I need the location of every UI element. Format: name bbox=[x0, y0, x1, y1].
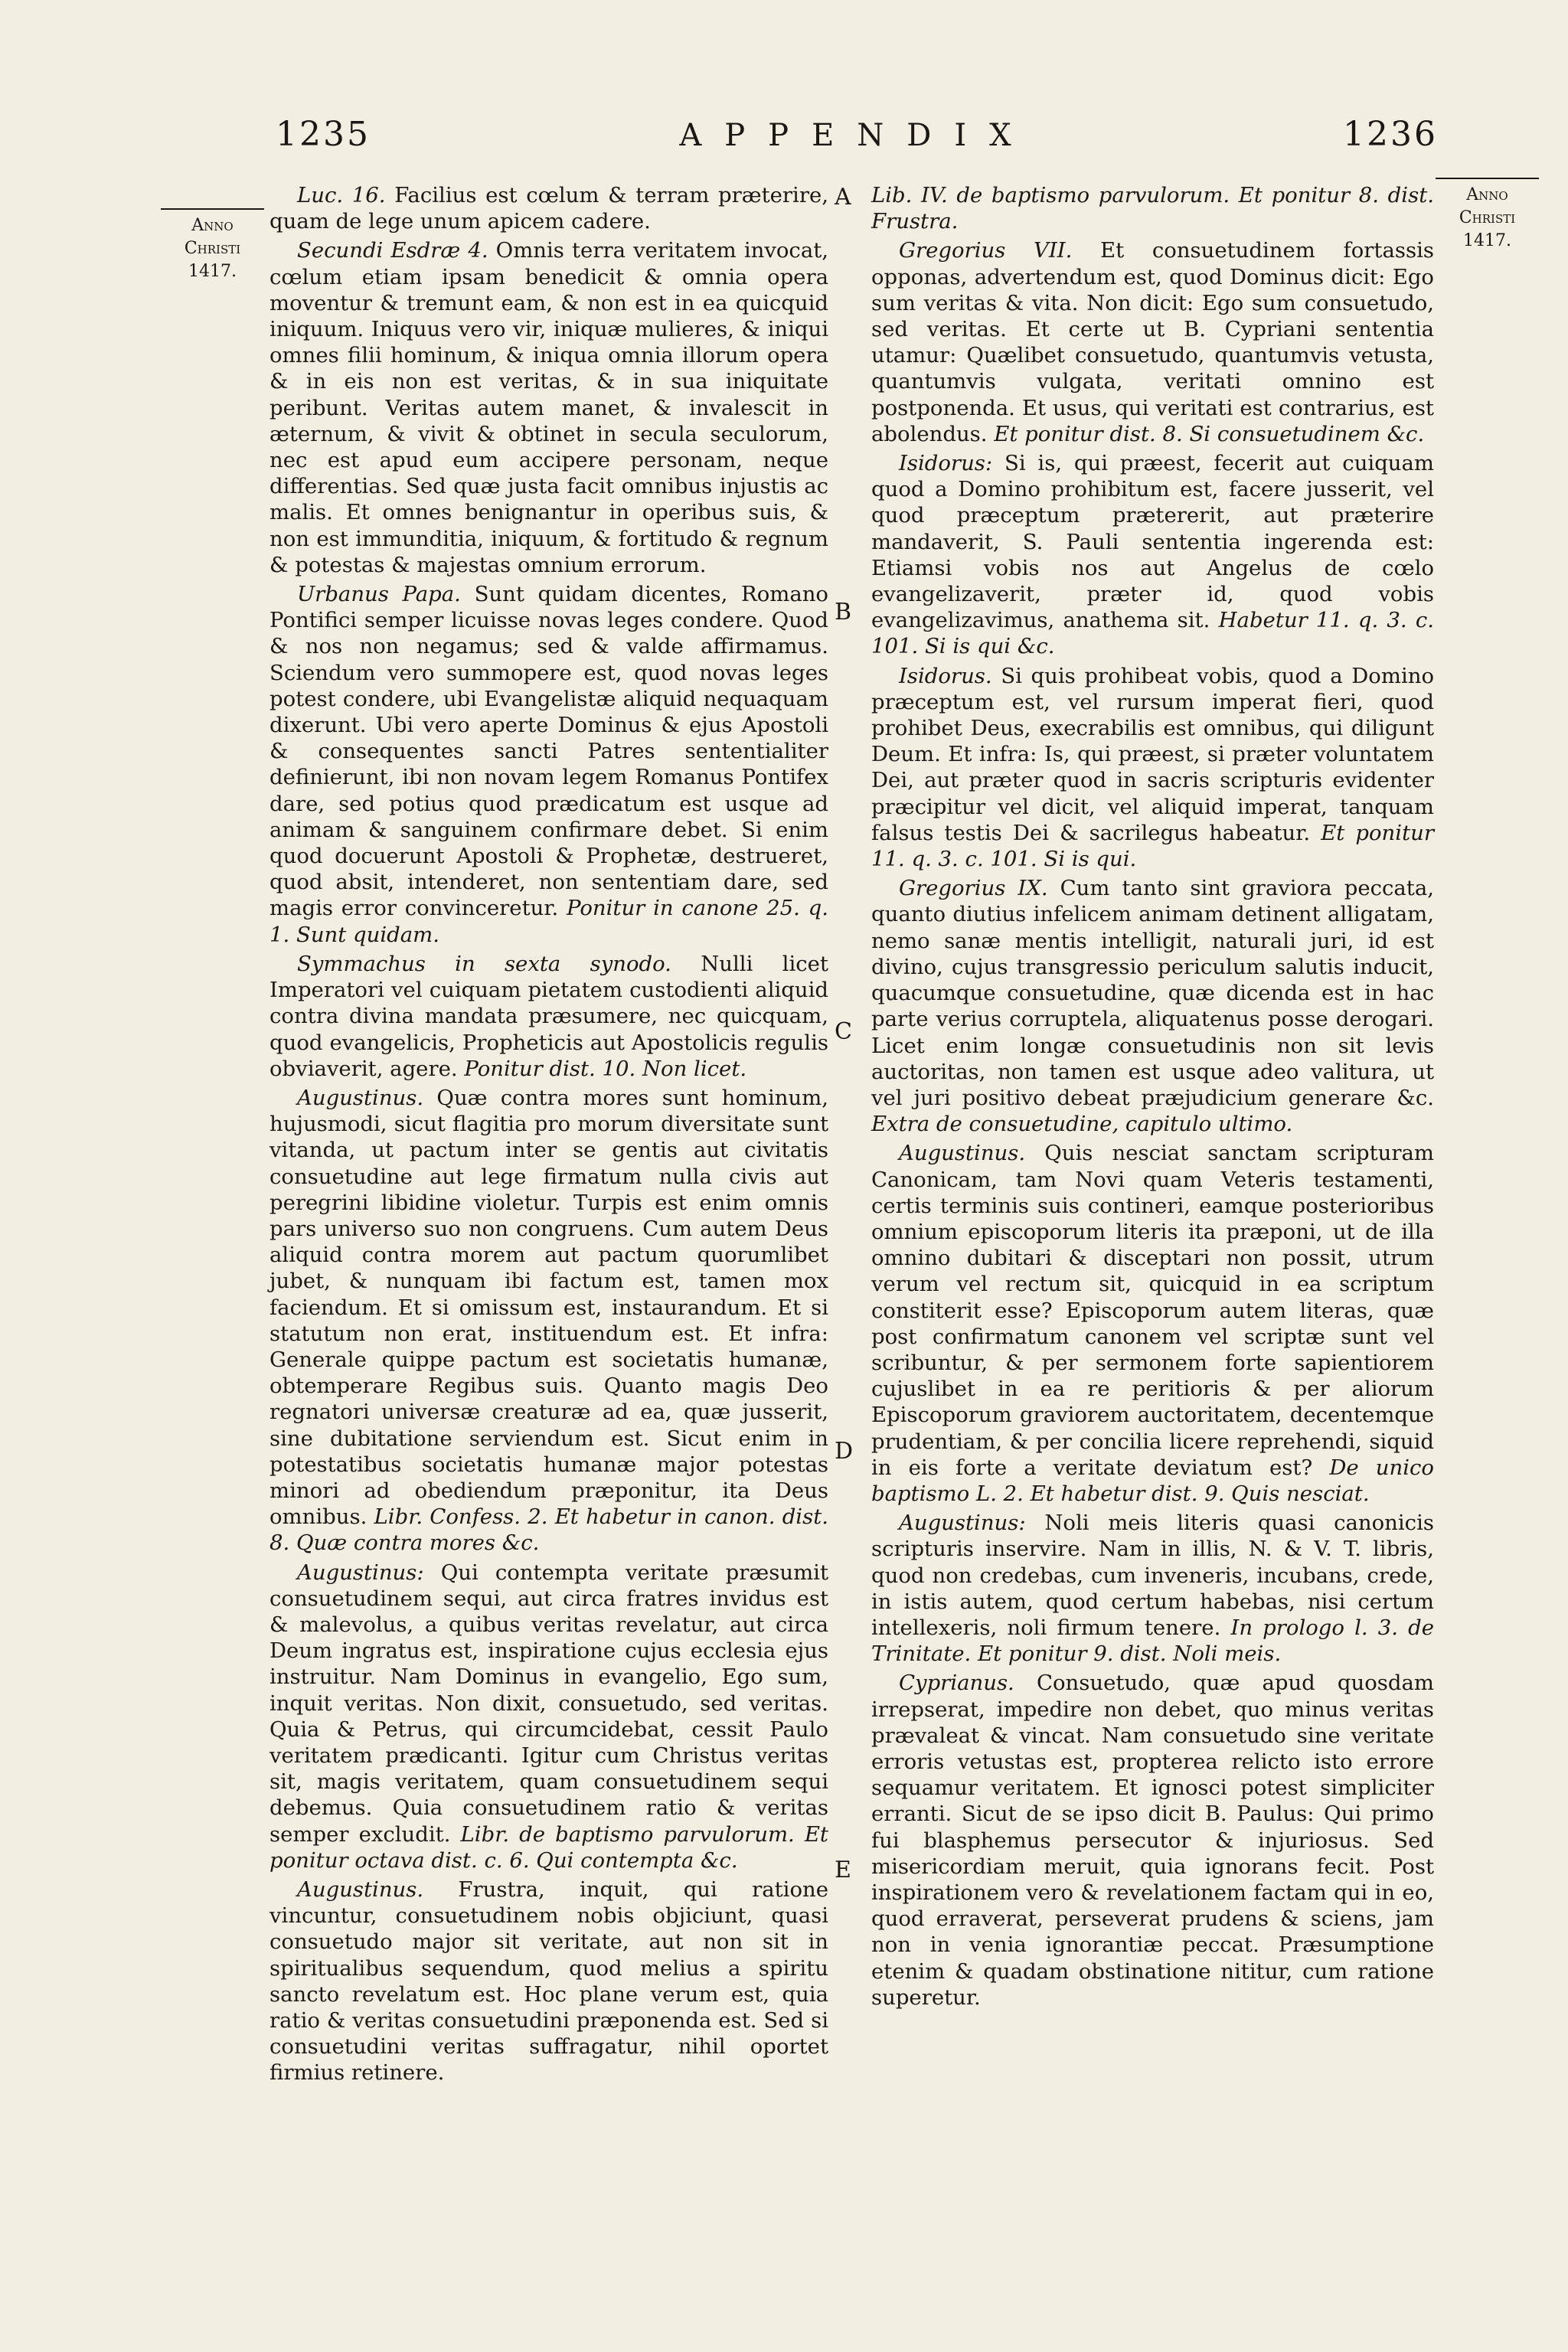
paragraph-text: Quis nesciat sanctam scripturam Canonicam, tam Novi quam Veteris testamenti, certis terminis suis contineri, eamque posterioribus omnium episcoporum literis ita præponi, ut de illa omnino dubitari & disceptari non possit, utrum verum vel rectum sit, quicquid in ea scriptum constiterit esse? Episcoporum autem literas, quæ post confirmatum canonem vel scriptæ sunt vel scribuntur, & per sermonem forte sapientiorem cujuslibet in ea re peritioris & per aliorum Episcoporum graviorem auctoritatem, decentemque prudentiam, & per concilia licere reprehendi, siquid in eis forte a veritate deviatum est? bbox=[871, 1141, 1434, 1480]
text-paragraph bbox=[270, 1560, 828, 1873]
text-paragraph bbox=[871, 450, 1434, 660]
left-text-column bbox=[270, 182, 828, 2089]
author-name: Gregorius IX. bbox=[899, 876, 1048, 901]
citation-reference: Et ponitur 11. q. 3. c. 101. Si is qui. bbox=[871, 820, 1434, 872]
citation-reference: Extra de consuetudine, capitulo ultimo. bbox=[871, 1112, 1293, 1137]
margin-line: 1417. bbox=[188, 262, 237, 281]
margin-line: Christi bbox=[1459, 208, 1516, 227]
page-number-left: 1235 bbox=[276, 115, 371, 154]
author-name: Augustinus: bbox=[899, 1511, 1026, 1536]
margin-line: 1417. bbox=[1463, 231, 1511, 250]
author-name: Gregorius VII. bbox=[899, 238, 1073, 263]
section-letter-a: A bbox=[835, 184, 851, 211]
text-paragraph bbox=[270, 581, 828, 948]
paragraph-text: Omnis terra veritatem invocat, cœlum etiam ipsam benedicit & omnia opera moventur & tremunt eam, & non est in ea quicquid iniquum. Iniquus vero vir, iniquæ mulieres, & iniqui omnes filii hominum, & iniqua omnia illorum opera & in eis non est veritas, & in sua iniquitate peribunt. Veritas autem manet, & invalescit in æternum, & vivit & obtinet in secula seculorum, nec est apud eum accipere personam, neque differentias. Sed quæ justa facit omnibus injustis ac malis. Et omnes benignantur in operibus suis, & non est immunditia, iniquum, & fortitudo & regnum & potestas & majestas omnium errorum. bbox=[270, 238, 829, 577]
author-name: Secundi Esdræ 4. bbox=[297, 238, 488, 263]
text-paragraph bbox=[871, 237, 1434, 447]
text-paragraph bbox=[270, 237, 828, 578]
paragraph-text: Et consuetudinem fortassis opponas, advertendum est, quod Dominus dicit: Ego sum veritas & vita. Non dicit: Ego sum consuetudo, sed veritas. Et certe ut B. Cypriani sententia utamur: Quælibet consuetudo, quantumvis vetusta, quantumvis vulgata, veritati omnino est postponenda. Et usus, qui veritati est contrarius, est abolendus. bbox=[871, 238, 1435, 446]
author-name: Urbanus Papa. bbox=[297, 582, 461, 607]
right-text-column bbox=[871, 182, 1434, 2014]
text-paragraph bbox=[270, 182, 828, 234]
citation-reference: Ponitur in canone 25. q. 1. Sunt quidam. bbox=[270, 896, 828, 947]
citation-reference: Et ponitur dist. 8. Si consuetudinem &c. bbox=[994, 421, 1425, 446]
paragraph-text: Si is, qui præest, fecerit aut cuiquam quod a Domino prohibitum est, facere jusserit, vel quod præceptum prætererit, aut præterire mandaverit, S. Pauli sententia ingerenda est: Etiamsi vobis nos aut Angelus de cœlo evangelizaverit, præter id, quod vobis evangelizavimus, anathema sit. bbox=[871, 451, 1434, 633]
margin-note-left bbox=[161, 208, 264, 283]
citation-reference: Libr. Confess. 2. Et habetur in canon. dist. 8. Quæ contra mores &c. bbox=[270, 1504, 828, 1556]
paragraph-text: Sunt quidam dicentes, Romano Pontifici semper licuisse novas leges condere. Quod & nos non negamus; sed & valde affirmamus. Sciendum vero summopere est, quod novas leges potest condere, ubi Evangelistæ aliquid nequaquam dixerunt. Ubi vero aperte Dominus & ejus Apostoli & consequentes sancti Patres sententialiter definierunt, ibi non novam legem Romanus Pontifex dare, sed potius quod prædicatum est usque ad animam & sanguinem confirmare debet. Si enim quod docuerunt Apostoli & Prophetæ, destrueret, quod absit, intenderet, non sententiam dare, sed magis error convinceretur. bbox=[270, 582, 828, 921]
author-name: Symmachus in sexta synodo. bbox=[297, 951, 671, 976]
author-name: Augustinus. bbox=[899, 1141, 1026, 1166]
margin-line: Anno bbox=[191, 216, 234, 235]
paragraph-text: Facilius est cœlum & terram præterire, quam de lege unum apicem cadere. bbox=[270, 183, 829, 234]
page-number-right: 1236 bbox=[1343, 115, 1438, 154]
author-name: Augustinus. bbox=[297, 1877, 424, 1902]
citation-reference: Habetur 11. q. 3. c. 101. Si is qui &c. bbox=[871, 608, 1434, 659]
citation-reference: In prologo l. 3. de Trinitate. Et ponitur 9. dist. Noli meis. bbox=[871, 1615, 1434, 1667]
text-paragraph bbox=[871, 663, 1434, 873]
paragraph-text: Cum tanto sint graviora peccata, quanto diutius infelicem animam detinent alligatam, nemo sanæ mentis intelligit, naturali juri, id est divino, cujus transgressio periculum salutis inducit, quacumque consuetudine, quæ dicenda est in hac parte verius corruptela, aliquatenus posse derogari. Licet enim longæ consuetudinis non sit levis auctoritas, non tamen est usque adeo valitura, ut vel juri positivo debeat præjudicium generare &c. bbox=[871, 876, 1434, 1110]
paragraph-text: Quæ contra mores sunt hominum, hujusmodi, sicut flagitia pro morum diversitate sunt vitanda, ut pactum inter se gentis aut civitatis consuetudine aut lege firmatum nulla civis aut peregrini libidine violetur. Turpis est enim omnis pars universo suo non congruens. Cum autem Deus aliquid contra morem aut pactum quorumlibet jubet, & nunquam ibi factum est, tamen mox faciendum. Et si omissum est, instaurandum. Et si statutum non erat, instituendum est. Et infra: Generale quippe pactum est societatis humanæ, obtemperare Regibus suis. Quanto magis Deo regnatori universæ creaturæ ad ea, quæ jusserit, sine dubitatione serviendum est. Sicut enim in potestatibus societatis humanæ major potestas minori ad obediendum præponitur, ita Deus omnibus. bbox=[270, 1085, 828, 1530]
citation-reference: Ponitur dist. 10. Non licet. bbox=[464, 1056, 747, 1081]
text-paragraph bbox=[871, 1140, 1434, 1507]
running-title: APPENDIX bbox=[679, 118, 1034, 153]
section-letter-d: D bbox=[835, 1438, 854, 1465]
paragraph-text: Nulli licet Imperatori vel cuiquam pietatem custodienti aliquid contra divina mandata præsumere, nec quicquam, quod evangelicis, Propheticis aut Apostolicis regulis obviaverit, agere. bbox=[270, 951, 828, 1081]
author-name: Cyprianus. bbox=[899, 1671, 1014, 1696]
page-header bbox=[276, 115, 1438, 168]
paragraph-text: Si quis prohibeat vobis, quod a Domino præceptum est, vel rursum imperat fieri, quod prohibet Deus, execrabilis est omnibus, qui diligunt Deum. Et infra: Is, qui præest, si præter voluntatem Dei, aut præter quod in sacris scripturis evidenter præcipitur vel dicit, vel aliquid imperat, tanquam falsus testis Dei & sacrilegus habeatur. bbox=[871, 663, 1435, 845]
paragraph-text: Consuetudo, quæ apud quosdam irrepserat, impedire non debet, quo minus veritas prævaleat & vincat. Nam consuetudo sine veritate erroris vetustas est, propterea relicto isto errore sequamur veritatem. Et ignosci potest simpliciter erranti. Sicut de se ipso dicit B. Paulus: Qui primo fui blasphemus persecutor & injuriosus. Sed misericordiam meruit, quia ignorans fecit. Post inspirationem vero & revelationem factam qui in eo, quod erraverat, perseverat prudens & sciens, jam non in venia ignorantiæ peccat. Præsumptione etenim & quadam obstinatione nititur, cum ratione superetur. bbox=[871, 1671, 1434, 2010]
text-paragraph bbox=[871, 1510, 1434, 1667]
author-name: Augustinus: bbox=[297, 1560, 424, 1585]
author-name: Luc. 16. bbox=[297, 183, 386, 207]
text-paragraph bbox=[270, 1877, 828, 2086]
text-paragraph bbox=[871, 875, 1434, 1137]
margin-line: Christi bbox=[184, 239, 241, 258]
author-name: Isidorus. bbox=[899, 663, 992, 688]
section-letter-b: B bbox=[835, 599, 852, 626]
section-letter-e: E bbox=[835, 1857, 851, 1883]
text-paragraph bbox=[871, 182, 1434, 234]
text-paragraph bbox=[871, 1670, 1434, 2011]
margin-note-right bbox=[1436, 178, 1539, 253]
citation-reference: Libr. de baptismo parvulorum. Et ponitur octava dist. c. 6. Qui contempta &c. bbox=[270, 1821, 828, 1873]
paragraph-text: Noli meis literis quasi canonicis scripturis inservire. Nam in illis, N. & V. T. libris, quod non credebas, cum inveneris, incubans, crede, in istis autem, quod certum habebas, nisi certum intellexeris, noli firmum tenere. bbox=[871, 1511, 1434, 1640]
author-name: Augustinus. bbox=[297, 1085, 424, 1110]
citation-reference: De unico baptismo L. 2. Et habetur dist. 9. Quis nesciat. bbox=[871, 1455, 1434, 1506]
paragraph-text: Qui contempta veritate præsumit consuetudinem sequi, aut circa fratres invidus est & malevolus, a quibus veritas revelatur, aut circa Deum ingratus est, inspiratione cujus ecclesia ejus instruitur. Nam Dominus in evangelio, Ego sum, inquit veritas. Non dixit, consuetudo, sed veritas. Quia & Petrus, qui circumcidebat, cessit Paulo veritatem prædicanti. Igitur cum Christus veritas sit, magis veritatem, quam consuetudinem sequi debemus. Quia consuetudinem ratio & veritas semper excludit. bbox=[270, 1560, 828, 1847]
paragraph-text: Frustra, inquit, qui ratione vincuntur, consuetudinem nobis objiciunt, quasi consuetudo major sit veritate, aut non sit in spiritualibus sequendum, quod melius a spiritu sancto revelatum est. Hoc plane verum est, quia ratio & veritas consuetudini præponenda est. Sed si consuetudini veritas suffragatur, nihil oportet firmius retinere. bbox=[270, 1877, 828, 2086]
margin-line: Anno bbox=[1466, 185, 1508, 204]
citation-reference: Lib. IV. de baptismo parvulorum. Et ponitur 8. dist. Frustra. bbox=[871, 183, 1434, 234]
text-paragraph bbox=[270, 1085, 828, 1557]
text-paragraph bbox=[270, 951, 828, 1082]
author-name: Isidorus: bbox=[899, 451, 993, 476]
section-letter-c: C bbox=[835, 1018, 852, 1045]
